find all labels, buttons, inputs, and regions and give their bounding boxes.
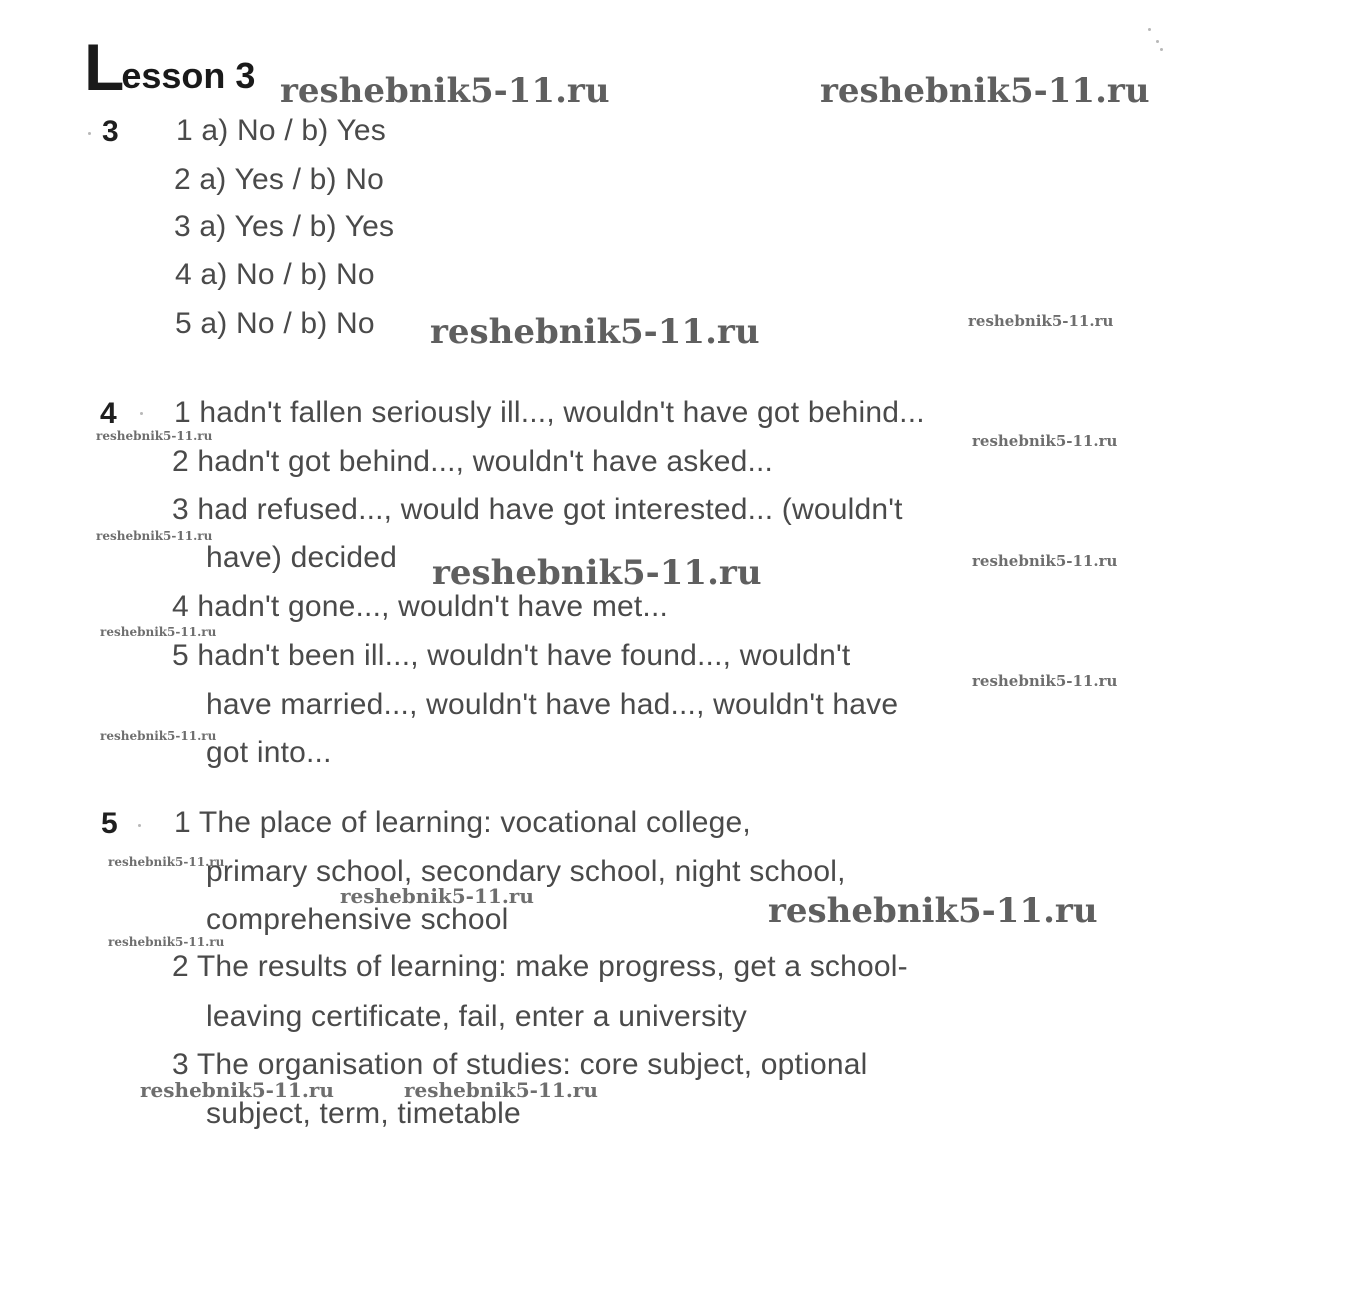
exercise-5-line-2: primary school, secondary school, night school, — [206, 855, 846, 888]
exercise-3-line-2: 2 a) Yes / b) No — [174, 163, 384, 196]
watermark: reshebnik5-11.ru — [108, 935, 225, 949]
watermark: reshebnik5-11.ru — [972, 672, 1118, 690]
lesson-title — [84, 30, 256, 104]
exercise-5-number: 5 — [101, 807, 118, 840]
watermark: reshebnik5-11.ru — [280, 71, 610, 111]
watermark: reshebnik5-11.ru — [432, 553, 762, 593]
watermark: reshebnik5-11.ru — [96, 429, 213, 443]
exercise-5-line-5: leaving certificate, fail, enter a university — [206, 1000, 747, 1033]
exercise-3-line-3: 3 a) Yes / b) Yes — [174, 210, 395, 243]
exercise-4-line-2: 2 hadn't got behind..., wouldn't have asked... — [172, 445, 774, 478]
exercise-3-line-4: 4 a) No / b) No — [175, 258, 375, 291]
scan-speck — [1156, 40, 1159, 43]
watermark: reshebnik5-11.ru — [404, 1078, 598, 1102]
title-first-letter: L — [84, 30, 123, 104]
scan-speck — [138, 824, 141, 827]
exercise-5-line-4: 2 The results of learning: make progress, get a school- — [172, 950, 908, 983]
watermark: reshebnik5-11.ru — [968, 312, 1114, 330]
watermark: reshebnik5-11.ru — [108, 855, 225, 869]
exercise-4-line-1: 1 hadn't fallen seriously ill..., wouldn't have got behind... — [174, 396, 925, 429]
title-rest: esson 3 — [121, 55, 256, 96]
scan-speck — [88, 132, 91, 135]
watermark: reshebnik5-11.ru — [768, 891, 1098, 931]
watermark: reshebnik5-11.ru — [96, 529, 213, 543]
exercise-3-number: 3 — [102, 115, 119, 148]
watermark: reshebnik5-11.ru — [972, 432, 1118, 450]
exercise-5-line-6: 3 The organisation of studies: core subject, optional — [172, 1048, 868, 1081]
watermark: reshebnik5-11.ru — [140, 1078, 334, 1102]
scan-speck — [1148, 28, 1151, 31]
exercise-4-line-4: have) decided — [206, 541, 398, 574]
watermark: reshebnik5-11.ru — [430, 312, 760, 352]
exercise-3-line-5: 5 a) No / b) No — [175, 307, 375, 340]
exercise-5-line-7: subject, term, timetable — [206, 1097, 521, 1130]
watermark: reshebnik5-11.ru — [820, 71, 1150, 111]
exercise-5-line-3: comprehensive school — [206, 903, 509, 936]
watermark: reshebnik5-11.ru — [972, 552, 1118, 570]
exercise-4-line-7: have married..., wouldn't have had..., wouldn't have — [206, 688, 899, 721]
exercise-4-number: 4 — [100, 397, 117, 430]
exercise-5-line-1: 1 The place of learning: vocational college, — [174, 806, 751, 839]
watermark: reshebnik5-11.ru — [340, 884, 534, 908]
exercise-4-line-6: 5 hadn't been ill..., wouldn't have found..., wouldn't — [172, 639, 851, 672]
exercise-3-line-1: 1 a) No / b) Yes — [176, 114, 386, 147]
exercise-4-line-3: 3 had refused..., would have got interested... (wouldn't — [172, 493, 903, 526]
scan-speck — [1160, 48, 1163, 51]
exercise-4-line-5: 4 hadn't gone..., wouldn't have met... — [172, 590, 669, 623]
exercise-4-line-8: got into... — [206, 736, 332, 769]
scan-speck — [140, 412, 143, 415]
watermark: reshebnik5-11.ru — [100, 625, 217, 639]
watermark: reshebnik5-11.ru — [100, 729, 217, 743]
